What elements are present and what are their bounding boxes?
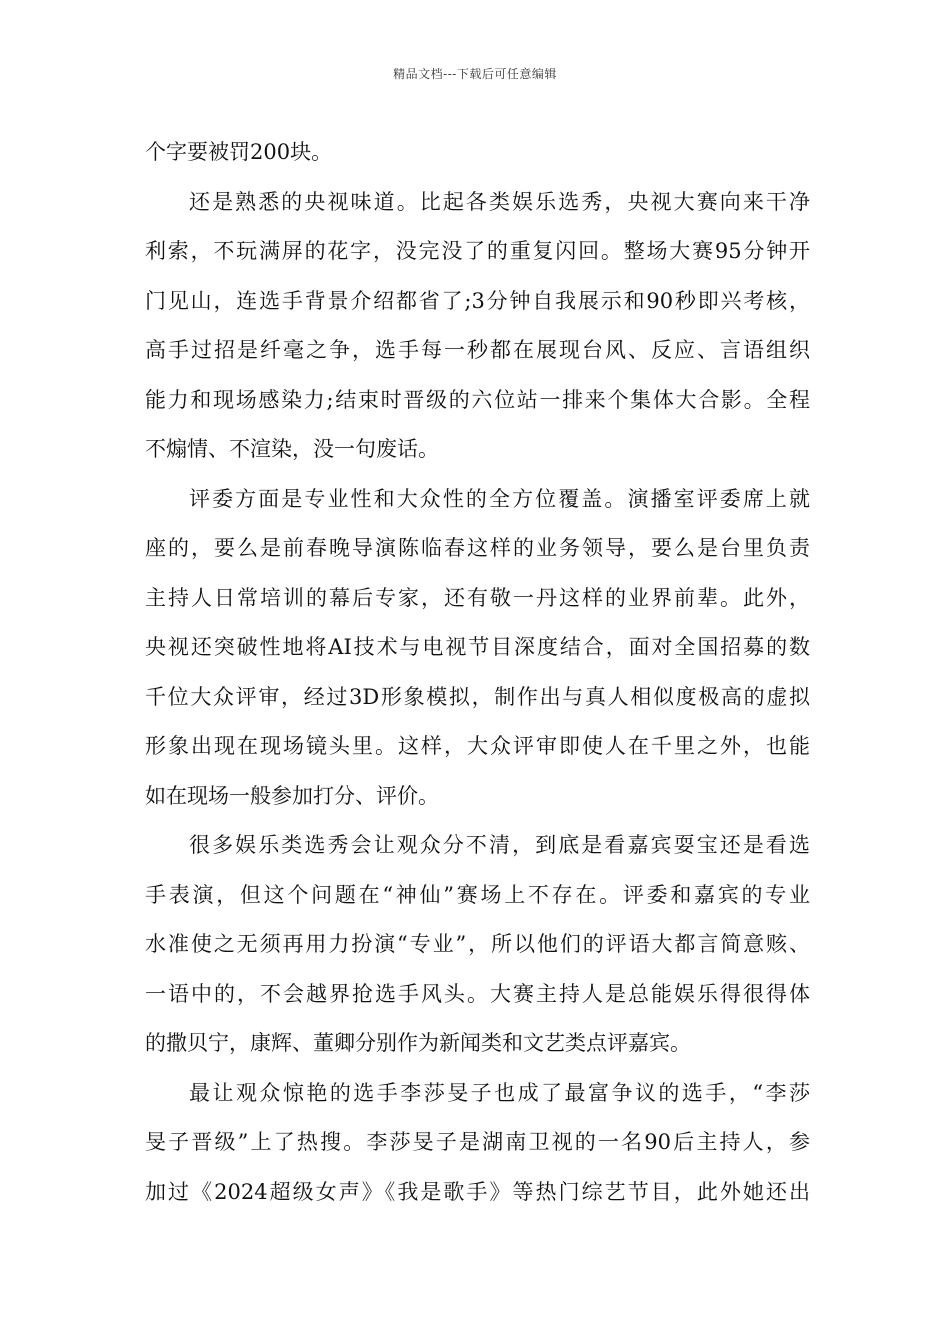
- text-line: 最让观众惊艳的选手李莎旻子也成了最富争议的选手，“李莎: [189, 1080, 810, 1105]
- text-line: 央视还突破性地将AI技术与电视节目深度结合，面对全国招募的数: [145, 635, 810, 659]
- text-line: 门见山，连选手背景介绍都省了;3分钟自我展示和90秒即兴考核，: [145, 288, 810, 313]
- text-line: 加过《2024超级女声》《我是歌手》等热门综艺节目，此外她还出: [145, 1179, 810, 1204]
- text-line: 形象出现在现场镜头里。这样，大众评审即使人在千里之外，也能: [145, 734, 810, 758]
- paragraph: [145, 1073, 810, 1222]
- text-line: 旻子晋级”上了热搜。李莎旻子是湖南卫视的一名90后主持人，参: [145, 1130, 810, 1154]
- paragraph: [145, 825, 810, 1073]
- text-line: 利索，不玩满屏的花字，没完没了的重复闪回。整场大赛95分钟开: [145, 239, 810, 263]
- text-line: 评委方面是专业性和大众性的全方位覆盖。演播室评委席上就: [189, 486, 810, 511]
- text-line: 座的，要么是前春晚导演陈临春这样的业务领导，要么是台里负责: [145, 536, 810, 560]
- text-line: 个字要被罚200块。: [145, 140, 333, 164]
- text-line: 很多娱乐类选秀会让观众分不清，到底是看嘉宾耍宝还是看选: [189, 833, 810, 857]
- text-line: 手表演，但这个问题在“神仙”赛场上不存在。评委和嘉宾的专业: [145, 882, 810, 907]
- text-line: 千位大众评审，经过3D形象模拟，制作出与真人相似度极高的虚拟: [145, 684, 810, 709]
- paragraph: [145, 479, 810, 826]
- text-line: 主持人日常培训的幕后专家，还有敬一丹这样的业界前辈。此外，: [145, 585, 810, 610]
- page-header: 精品文档---下载后可任意编辑: [393, 67, 557, 81]
- text-line: 能力和现场感染力;结束时晋级的六位站一排来个集体大合影。全程: [145, 387, 810, 412]
- text-line: 一语中的，不会越界抢选手风头。大赛主持人是总能娱乐得很得体: [145, 981, 810, 1006]
- text-line: 还是熟悉的央视味道。比起各类娱乐选秀，央视大赛向来干净: [189, 189, 810, 214]
- document-body: [145, 132, 810, 1221]
- text-line: 如在现场一般参加打分、评价。: [145, 783, 439, 808]
- text-line: 的撒贝宁，康辉、董卿分别作为新闻类和文艺类点评嘉宾。: [145, 1031, 691, 1055]
- paragraph: [145, 132, 810, 182]
- paragraph: [145, 182, 810, 479]
- text-line: 水准使之无须再用力扮演“专业”，所以他们的评语大都言简意赅、: [145, 932, 810, 956]
- text-line: 高手过招是纤毫之争，选手每一秒都在展现台风、反应、言语组织: [145, 338, 810, 362]
- text-line: 不煽情、不渲染，没一句废话。: [145, 437, 439, 461]
